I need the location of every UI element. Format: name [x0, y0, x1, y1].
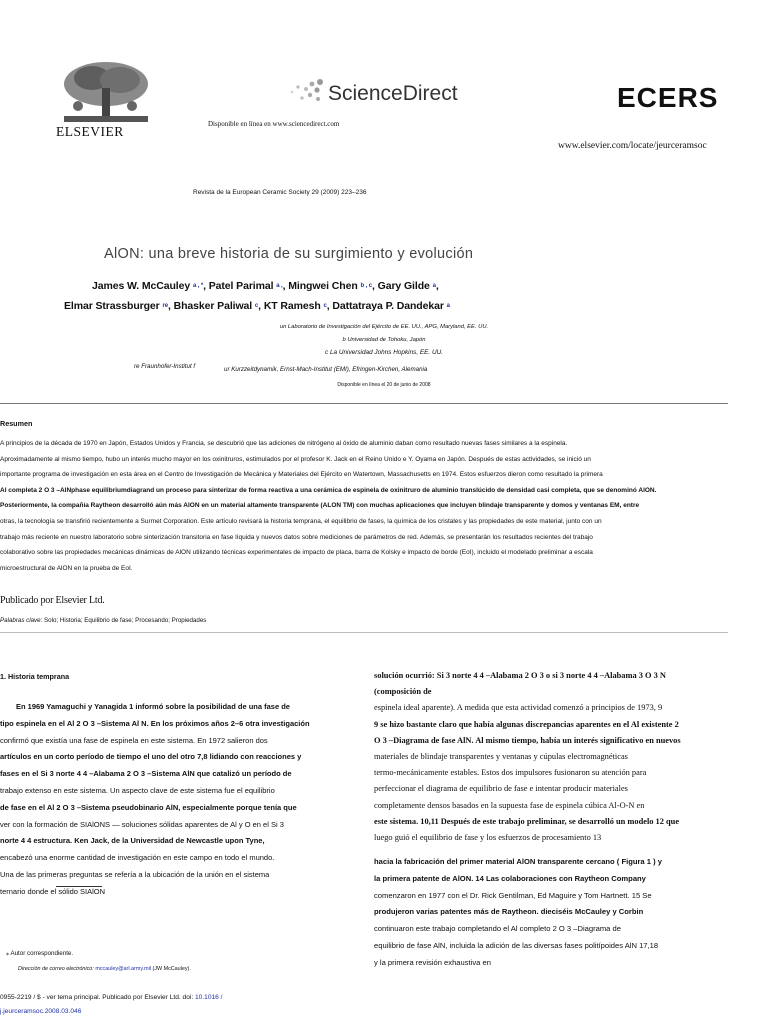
affiliation-a: un Laboratorio de Investigación del Ejército de EE. UU., APG, Maryland, EE. UU.	[279, 324, 489, 330]
sciencedirect-wordmark: ScienceDirect	[328, 82, 458, 105]
copyright-line	[0, 994, 223, 1001]
footnote-rule	[56, 886, 102, 887]
section1-left-column	[0, 699, 332, 901]
author-name[interactable]: Mingwei Chen	[288, 280, 358, 292]
copyright-text: 0955-2219 / $ - ver tema principal. Publicado por Elsevier Ltd. doi:	[0, 994, 194, 1001]
email-line	[18, 966, 191, 972]
affiliation-d-right: ur Kurzzeitdynamik, Ernst-Mach-Institut (EMI), Efringen-Kirchen, Alemania	[224, 366, 428, 373]
body-line: perfeccionar el diagrama de equilibrio de fase e intentar producir materiales	[374, 784, 628, 794]
section1-right-column-bottom	[374, 854, 708, 972]
body-line: equilibrio de fase AlN, incluida la adición de las diversas fases politípoides AlN 17,18	[374, 940, 659, 950]
elsevier-wordmark: ELSEVIER	[56, 124, 124, 139]
elsevier-tree-logo	[56, 58, 156, 126]
body-line: tipo espinela en el Al 2 O 3 –Sistema Al N. En los próximos años 2–6 otra investigación	[0, 718, 310, 728]
body-line: trabajo extenso en este sistema. Un aspecto clave de este sistema fue el equilibrio	[0, 785, 275, 795]
keywords-label: Palabras clave:	[0, 617, 43, 624]
author-name[interactable]: KT Ramesh	[263, 300, 321, 312]
abstract-line: otras, la tecnología se transfirió recientemente a Surmet Corporation. Este artículo revisará la historia temprana, el equilibrio de fases, la química de los cristales y las propiedades de este material, junto con un	[0, 517, 602, 525]
body-line: artículos en un corto período de tiempo el uno del otro 7,8 lidiando con reacciones y	[0, 752, 302, 762]
abstract-line: Aproximadamente al mismo tiempo, hubo un interés mucho mayor en los oxinitruros, estimulados por el profesor K. Jack en el Reino Unido e Y. Oyama en Japón. Después de estas actividades, se inició un	[0, 455, 591, 463]
body-line: completamente densos basados en la supuesta fase de espinela cúbica Al-O-N en	[374, 800, 645, 810]
body-line: este sistema. 10,11 Después de este trabajo preliminar, se desarrolló un modelo 12 que	[374, 816, 680, 826]
abstract-line: Posteriormente, la compañía Raytheon desarrolló aún más AlON en un material altamente transparente (ALON TM) con muchas aplicaciones que incluyen blindaje transparente y domos y ventanas EM, entre	[0, 502, 640, 510]
body-line: comenzaron en 1977 con el Dr. Rick Gentilman, Ed Maguire y Tom Hartnett. 15 Se	[374, 890, 652, 900]
body-line: la primera patente de AlON. 14 Las colaboraciones con Raytheon Company	[374, 873, 646, 883]
author-marks[interactable]: re	[162, 303, 168, 310]
author-name[interactable]: Gary Gilde	[377, 280, 430, 292]
abstract-body	[0, 436, 728, 576]
email-label: Dirección de correo electrónico:	[18, 966, 94, 972]
body-line: continuaron este trabajo completando el Al completo 2 O 3 –Diagrama de	[374, 924, 621, 934]
body-line: norte 4 4 estructura. Ken Jack, de la Universidad de Newcastle upon Tyne,	[0, 836, 265, 846]
online-date: Disponible en línea el 20 de junio de 2008	[337, 382, 431, 388]
author-marks[interactable]: a ,	[276, 283, 283, 290]
author-marks[interactable]: b , c	[360, 283, 372, 290]
author-name[interactable]: Dattatraya P. Dandekar	[332, 300, 444, 312]
body-line: fases en el Si 3 norte 4 4 –Alabama 2 O 3 –Sistema AlN que catalizó un período de	[0, 769, 292, 779]
abstract-line: colaborativo sobre las propiedades mecánicas dinámicas de AlON utilizando técnicas experimentales de impacto de placa, barra de Kolsky e impacto de borde (EoI), incluido el modelado preliminar a escala	[0, 549, 593, 557]
abstract-line: Al completa 2 O 3 –AlNphase equilibriumdiagrand un proceso para sinterizar de forma reactiva a una cerámica de espinela de oxinitruro de aluminio translúcido de densidad casi completa, que se denominó AlON.	[0, 486, 657, 494]
section1-right-column-top	[374, 668, 708, 846]
authors-line-2: Elmar Strassburger re, Bhasker Paliwal c, KT Ramesh c, Dattatraya P. Dandekar a	[64, 300, 450, 312]
doi-link[interactable]: 10.1016 /	[195, 994, 223, 1001]
journal-url: www.elsevier.com/locate/jeurceramsoc	[558, 141, 707, 151]
author-name[interactable]: Elmar Strassburger	[64, 300, 160, 312]
keywords	[0, 617, 206, 624]
body-line: 9 se hizo bastante claro que había algunas discrepancias aparentes en el Al existente 2	[374, 719, 679, 729]
available-online: Disponible en línea en www.sciencedirect.com	[208, 120, 340, 128]
author-name[interactable]: Bhasker Paliwal	[173, 300, 253, 312]
body-line: luego guió el equilibrio de fase y los esfuerzos de procesamiento 13	[374, 833, 602, 843]
article-title: AlON: una breve historia de su surgimiento y evolución	[104, 246, 474, 262]
body-line: confirmó que existía una fase de espinela en este sistema. En 1972 salieron dos	[0, 735, 268, 745]
body-line: produjeron varias patentes más de Raytheon. dieciséis McCauley y Corbin	[374, 907, 644, 917]
author-marks[interactable]: a	[446, 303, 450, 310]
author-marks[interactable]: a , *	[192, 283, 204, 290]
body-line: espinela ideal aparente). A medida que esta actividad comenzó a principios de 1973, 9	[374, 703, 663, 713]
author-name[interactable]: Patel Parimal	[208, 280, 274, 292]
publisher-note: Publicado por Elsevier Ltd.	[0, 595, 105, 606]
body-line: ver con la formación de SIAlONS — soluciones sólidas aparentes de Al y O en el Si 3	[0, 819, 284, 829]
abstract-line: A principios de la década de 1970 en Japón, Estados Unidos y Francia, se descubrió que las adiciones de nitrógeno al óxido de aluminio daban como resultado nuevas fases similares a la espinela.	[0, 440, 568, 447]
doi-link-continued[interactable]: j.jeurceramsoc.2008.03.046	[0, 1008, 82, 1015]
email-suffix: (JW McCauley).	[152, 966, 191, 972]
body-line: O 3 –Diagrama de fase AlN. Al mismo tiempo, había un interés significativo en nuevos	[374, 735, 681, 745]
email-link[interactable]: mccauley@arl.army.mil	[95, 966, 152, 972]
abstract-line: trabajo más reciente en nuestro laboratorio sobre sinterización transitoria en fase líquida y nuevos datos sobre mediciones de parámetros de red. Además, se presentarán los resultados recientes del trabajo	[0, 533, 593, 541]
abstract-line: importante programa de investigación en esta área en el Centro de Investigación de Mecánica y Materiales del Ejército en Watertown, Massachusetts en 1974. Estos esfuerzos dieron como resultado la primera	[0, 471, 603, 479]
ecers-logo: ECERS	[617, 82, 719, 113]
body-line: En 1969 Yamaguchi y Yanagida 1 informó sobre la posibilidad de una fase de	[16, 702, 290, 711]
body-line: solución ocurrió: Si 3 norte 4 4 –Alabama 2 O 3 o si 3 norte 4 4 –Alabama 3 O 3 N (composición de	[374, 671, 666, 697]
author-marks[interactable]: a	[432, 283, 436, 290]
author-marks[interactable]: c	[323, 303, 327, 310]
corresponding-author: ⁎ Autor correspondiente.	[6, 950, 74, 957]
body-line: encabezó una enorme cantidad de investigación en este campo en todo el mundo.	[0, 853, 275, 863]
sciencedirect-dots-icon	[284, 78, 324, 104]
keywords-list: Solo; Historia; Equilibrio de fase; Procesando; Propiedades	[44, 617, 207, 624]
divider	[0, 632, 728, 633]
body-line: materiales de blindaje transparentes y ventanas y cúpulas electromagnéticas	[374, 752, 628, 762]
affiliation-b: b Universidad de Tohoku, Japón	[342, 337, 426, 343]
abstract-line: microestructural de AlON en la prueba de EoI.	[0, 564, 133, 572]
body-line: y la primera revisión exhaustiva en	[374, 957, 491, 967]
body-line: Una de las primeras preguntas se refería a la ubicación de la unión en el sistema	[0, 869, 270, 879]
journal-citation: Revista de la European Ceramic Society 29 (2009) 223–236	[193, 189, 367, 196]
authors-line-1: James W. McCauley a , *, Patel Parimal a ,, Mingwei Chen b , c, Gary Gilde a,	[92, 280, 439, 292]
body-line: termo-mecánicamente estables. Estos dos impulsores fusionaron su atención para	[374, 768, 647, 778]
affiliation-d-left: re Fraunhofer-Institut f	[134, 363, 196, 370]
divider	[0, 403, 728, 404]
abstract-heading: Resumen	[0, 419, 33, 428]
body-line: ternario donde el sólido SIAlON	[0, 886, 106, 896]
affiliation-c: c La Universidad Johns Hopkins, EE. UU.	[325, 349, 443, 356]
body-line: de fase en el Al 2 O 3 –Sistema pseudobinario AlN, especialmente porque tenía que	[0, 802, 297, 812]
section-heading: 1. Historia temprana	[0, 672, 70, 681]
author-name[interactable]: James W. McCauley	[92, 280, 191, 292]
body-line: hacia la fabricación del primer material AlON transparente cercano ( Figura 1 ) y	[374, 857, 662, 866]
author-marks[interactable]: c	[254, 303, 259, 310]
